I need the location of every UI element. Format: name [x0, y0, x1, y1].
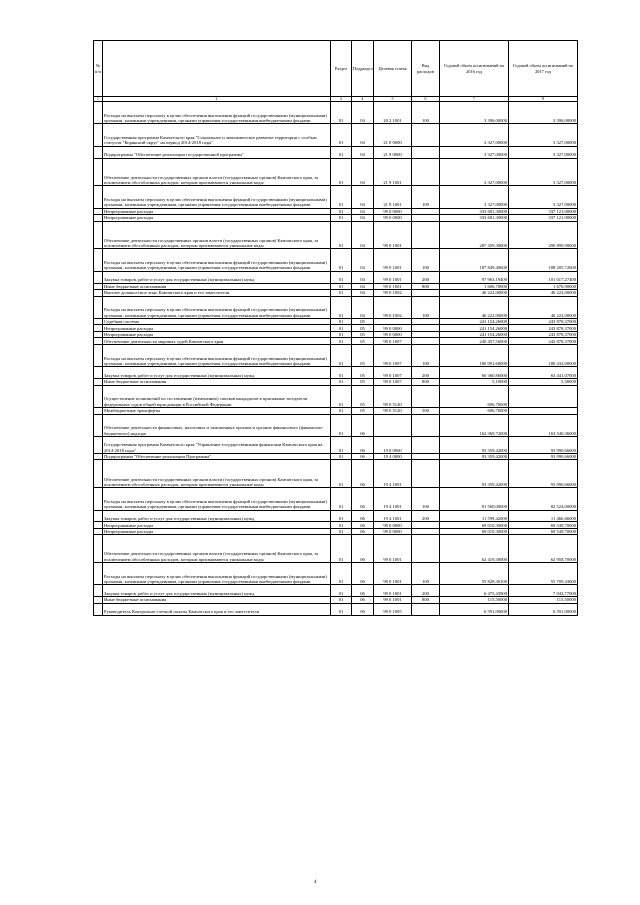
row-target-article: 99 0 1007	[374, 367, 412, 379]
row-amount-2016: 187 849,40600	[440, 249, 509, 271]
row-name: Обеспечение деятельности государственных органов власти (государственных органов) Камчатского края, за исключением обособленных расходов, которым присваиваются уникальные коды	[103, 460, 331, 488]
row-amount-2016: 287 459,30000	[440, 221, 509, 249]
row-amount-2016: 241 154,26000	[440, 325, 509, 332]
row-section: 01	[331, 460, 352, 488]
row-name: Расходы на выплаты персоналу в целях обеспечения выполнения функций государственными (муниципальными) органами, казенными учреждениями, органами управления государственными внебюджетными фондами	[103, 186, 331, 208]
table-header-row	[94, 41, 578, 97]
row-section: 01	[331, 186, 352, 208]
row-number	[94, 510, 103, 522]
row-amount-2017: 290 899,90000	[509, 221, 578, 249]
row-subsection: 04	[352, 124, 374, 146]
row-subsection: 04	[352, 296, 374, 318]
row-amount-2017: 337 121,90000	[509, 215, 578, 222]
row-target-article: 99 0 1001	[374, 283, 412, 290]
row-amount-2017: 69 549,70000	[509, 528, 578, 535]
table-row	[94, 367, 578, 379]
row-expense-type: 100	[412, 102, 440, 124]
row-name: Государственная программа Камчатского края "Управление государственными финансами Камчатского края на 2014-2018 годы"	[103, 436, 331, 453]
row-subsection: 05	[352, 367, 374, 379]
row-section: 01	[331, 528, 352, 535]
row-subsection: 06	[352, 460, 374, 488]
row-expense-type: 100	[412, 344, 440, 366]
row-amount-2017: 243 878,37000	[509, 318, 578, 325]
row-number	[94, 344, 103, 366]
row-amount-2016: 93 359,42000	[440, 453, 509, 460]
row-section: 01	[331, 325, 352, 332]
row-amount-2017: 7 043,77000	[509, 585, 578, 597]
row-amount-2017: 337 121,90000	[509, 208, 578, 215]
table-row	[94, 249, 578, 271]
row-subsection: 05	[352, 318, 374, 325]
row-target-article: 20 2 1001	[374, 102, 412, 124]
row-section: 01	[331, 331, 352, 338]
row-subsection: 05	[352, 325, 374, 332]
row-amount-2017: 101 017,27400	[509, 271, 578, 283]
col-number: 3	[331, 97, 352, 102]
row-expense-type: 200	[412, 510, 440, 522]
row-target-article: 99 0 1007	[374, 338, 412, 345]
row-expense-type	[412, 124, 440, 146]
row-subsection: 05	[352, 408, 374, 415]
row-subsection: 04	[352, 249, 374, 271]
row-number	[94, 367, 103, 379]
row-amount-2016: 97 963,19400	[440, 271, 509, 283]
row-subsection: 04	[352, 146, 374, 158]
table-row	[94, 102, 578, 124]
row-expense-type	[412, 535, 440, 563]
table-row	[94, 603, 578, 615]
row-amount-2016: 60 360,86000	[440, 367, 509, 379]
row-target-article: 99 0 1001	[374, 597, 412, 604]
row-target-article: 99 0 0000	[374, 522, 412, 529]
row-number	[94, 102, 103, 124]
row-amount-2017: 6 591,00000	[509, 603, 578, 615]
row-name: Непрограммные расходы	[103, 331, 331, 338]
row-expense-type	[412, 414, 440, 436]
row-amount-2016: 115,50000	[440, 597, 509, 604]
row-amount-2017: 5,30000	[509, 379, 578, 386]
row-section: 01	[331, 271, 352, 283]
row-number	[94, 221, 103, 249]
table-row	[94, 296, 578, 318]
row-number	[94, 186, 103, 208]
row-amount-2016: 240 457,56000	[440, 338, 509, 345]
row-target-article: 99 0 0000	[374, 331, 412, 338]
row-name: Расходы на выплаты персоналу в целях обеспечения выполнения функций государственными (муниципальными) органами, казенными учреждениями, органами управления государственными внебюджетными фондами	[103, 296, 331, 318]
row-name: Иные бюджетные ассигнования	[103, 283, 331, 290]
row-subsection: 04	[352, 283, 374, 290]
row-amount-2016: 46 222,00000	[440, 296, 509, 318]
row-number	[94, 385, 103, 407]
row-subsection: 04	[352, 215, 374, 222]
row-section: 01	[331, 510, 352, 522]
row-amount-2017: 55 709,43000	[509, 563, 578, 585]
row-expense-type	[412, 603, 440, 615]
row-target-article: 99 0 0000	[374, 215, 412, 222]
row-amount-2017: 188 205,72600	[509, 249, 578, 271]
table-row	[94, 585, 578, 597]
row-amount-2016: 3 396,00000	[440, 102, 509, 124]
row-section: 01	[331, 563, 352, 585]
row-name: Межбюджетные трансферты	[103, 408, 331, 415]
row-subsection: 05	[352, 379, 374, 386]
row-name: Обеспечение деятельности государственных органов власти (государственных органов) Камчатского края, за исключением обособленных расходов, которым присваиваются уникальные коды	[103, 535, 331, 563]
row-target-article: 21 0 0000	[374, 124, 412, 146]
row-name: Подпрограмма "Обеспечение реализации Программы"	[103, 453, 331, 460]
row-target-article: 19 4 1001	[374, 460, 412, 488]
row-name: Закупка товаров, работ и услуг для государственных (муниципальных) нужд	[103, 271, 331, 283]
row-amount-2017: 3 327,00000	[509, 158, 578, 186]
row-name: Осуществление полномочий по составлению (изменению) списков кандидатов в присяжные заседатели федеральных судов общей юрисдикции в Российской Федерации	[103, 385, 331, 407]
row-expense-type	[412, 221, 440, 249]
row-target-article: 99 0 0000	[374, 208, 412, 215]
row-number	[94, 488, 103, 510]
row-subsection: 05	[352, 331, 374, 338]
table-row	[94, 186, 578, 208]
row-name: Непрограммные расходы	[103, 325, 331, 332]
row-amount-2016: 3 327,00000	[440, 158, 509, 186]
row-name: Закупка товаров, работ и услуг для государственных (муниципальных) нужд	[103, 367, 331, 379]
row-section: 01	[331, 290, 352, 297]
table-row	[94, 124, 578, 146]
row-expense-type: 100	[412, 563, 440, 585]
row-amount-2017: 243 878,37000	[509, 325, 578, 332]
row-name: Расходы на выплаты персоналу в целях обеспечения выполнения функций государственными (муниципальными) органами, казенными учреждениями, органами управления государственными внебюджетными фондами	[103, 563, 331, 585]
row-amount-2016: 333 681,30000	[440, 208, 509, 215]
row-name: Обеспечение деятельности финансовых, налоговых и таможенных органов и органов финансового (финансово-бюджетного) надзора	[103, 414, 331, 436]
table-row	[94, 158, 578, 186]
row-amount-2016: 11 599,42000	[440, 510, 509, 522]
row-subsection: 04	[352, 102, 374, 124]
row-amount-2016: 62 419,30000	[440, 535, 509, 563]
row-name: Руководитель Контрольно-счетной палаты Камчатского края и его заместители	[103, 603, 331, 615]
row-amount-2017: 1 676,90000	[509, 283, 578, 290]
row-expense-type	[412, 158, 440, 186]
row-name: Непрограммные расходы	[103, 522, 331, 529]
row-section: 01	[331, 367, 352, 379]
budget-table	[93, 40, 578, 616]
row-section: 01	[331, 124, 352, 146]
row-subsection: 06	[352, 522, 374, 529]
col-number: 5	[374, 97, 412, 102]
row-section: 01	[331, 249, 352, 271]
table-body	[94, 102, 578, 616]
row-amount-2017: 3 327,00000	[509, 124, 578, 146]
row-target-article: 99 0 1007	[374, 344, 412, 366]
row-target-article: 99 0 1002	[374, 296, 412, 318]
row-amount-2017: 93 990,66000	[509, 460, 578, 488]
row-amount-2016: 6 591,00000	[440, 603, 509, 615]
row-subsection: 04	[352, 271, 374, 283]
row-number	[94, 158, 103, 186]
row-name: Расходы на выплаты персоналу в целях обеспечения выполнения функций государственными (муниципальными) органами, казенными учреждениями, органами управления государственными внебюджетными фондами	[103, 102, 331, 124]
row-number	[94, 535, 103, 563]
row-target-article: 99 0 0000	[374, 325, 412, 332]
row-subsection: 05	[352, 385, 374, 407]
page-number: 4	[314, 880, 317, 885]
row-name: Закупка товаров, работ и услуг для государственных (муниципальных) нужд	[103, 510, 331, 522]
row-section: 01	[331, 146, 352, 158]
row-amount-2016: 3 327,00000	[440, 124, 509, 146]
row-section: 01	[331, 522, 352, 529]
header-name	[103, 41, 331, 97]
row-amount-2017: 3 327,00000	[509, 146, 578, 158]
row-section: 01	[331, 385, 352, 407]
col-number: 2	[103, 97, 331, 102]
row-subsection: 06	[352, 528, 374, 535]
row-number	[94, 460, 103, 488]
row-amount-2016: 241 154,26000	[440, 331, 509, 338]
row-expense-type: 100	[412, 186, 440, 208]
row-amount-2017: 180 432,00000	[509, 344, 578, 366]
row-target-article: 19 4 1001	[374, 488, 412, 510]
row-name: Обеспечение деятельности мировых судей Камчатского края	[103, 338, 331, 345]
row-amount-2017: 163 540,36000	[509, 414, 578, 436]
row-section: 01	[331, 221, 352, 249]
row-target-article: 19 0 0000	[374, 436, 412, 453]
row-target-article: 99 0 1001	[374, 535, 412, 563]
row-target-article: 21 9 1001	[374, 186, 412, 208]
table-row	[94, 510, 578, 522]
row-amount-2016: 162 369,72000	[440, 414, 509, 436]
row-target-article: 99 0 5120	[374, 408, 412, 415]
row-name: Высшее должностное лицо Камчатского края и его заместители	[103, 290, 331, 297]
row-amount-2016: 81 560,00000	[440, 488, 509, 510]
row-section: 01	[331, 408, 352, 415]
row-amount-2016: 180 091,60000	[440, 344, 509, 366]
row-amount-2017: 243 878,37000	[509, 331, 578, 338]
row-section: 01	[331, 158, 352, 186]
row-name: Расходы на выплаты персоналу в целях обеспечения выполнения функций государственными (муниципальными) органами, казенными учреждениями, органами управления государственными внебюджетными фондами	[103, 344, 331, 366]
row-expense-type: 100	[412, 249, 440, 271]
row-subsection: 06	[352, 597, 374, 604]
row-target-article: 99 0 1001	[374, 221, 412, 249]
row-amount-2016: 241 154,26000	[440, 318, 509, 325]
row-number	[94, 124, 103, 146]
row-section: 01	[331, 535, 352, 563]
header-target-article: Целевая статья	[374, 41, 412, 97]
row-subsection: 06	[352, 563, 374, 585]
row-name: Непрограммные расходы	[103, 528, 331, 535]
row-amount-2016: 696,70000	[440, 408, 509, 415]
table-row	[94, 271, 578, 283]
row-section: 01	[331, 436, 352, 453]
row-number	[94, 296, 103, 318]
row-name: Расходы на выплаты персоналу в целях обеспечения выполнения функций государственными (муниципальными) органами, казенными учреждениями, органами управления государственными внебюджетными фондами	[103, 488, 331, 510]
row-subsection: 06	[352, 510, 374, 522]
row-section: 01	[331, 296, 352, 318]
row-name: Расходы на выплаты персоналу в целях обеспечения выполнения функций государственными (муниципальными) органами, казенными учреждениями, органами управления государственными внебюджетными фондами	[103, 249, 331, 271]
row-amount-2017	[509, 385, 578, 407]
row-target-article: 21 9 0000	[374, 146, 412, 158]
col-number: 8	[509, 97, 578, 102]
table-row	[94, 563, 578, 585]
table-row	[94, 436, 578, 453]
row-expense-type: 200	[412, 367, 440, 379]
header-2016: Годовой объем ассигнований на 2016 год	[440, 41, 509, 97]
row-section: 01	[331, 338, 352, 345]
row-expense-type: 800	[412, 379, 440, 386]
table-row	[94, 344, 578, 366]
row-subsection: 06	[352, 436, 374, 453]
row-target-article: 99 0 1001	[374, 271, 412, 283]
row-number	[94, 414, 103, 436]
row-name: Закупка товаров, работ и услуг для государственных (муниципальных) нужд	[103, 585, 331, 597]
row-section: 01	[331, 597, 352, 604]
row-section: 01	[331, 603, 352, 615]
row-amount-2017: 46 222,00000	[509, 290, 578, 297]
row-amount-2017: 115,50000	[509, 597, 578, 604]
row-name: Непрограммные расходы	[103, 208, 331, 215]
row-expense-type: 500	[412, 408, 440, 415]
header-2017: Годовой объем ассигнований на 2017 год	[509, 41, 578, 97]
row-name: Обеспечение деятельности государственных органов власти (государственных органов) Камчатского края, за исключением обособленных расходов, которым присваиваются уникальные коды	[103, 221, 331, 249]
row-target-article: 99 0 0000	[374, 528, 412, 535]
row-target-article: 21 9 1001	[374, 158, 412, 186]
row-expense-type: 100	[412, 488, 440, 510]
row-subsection: 06	[352, 414, 374, 436]
row-target-article: 99 0 5120	[374, 385, 412, 407]
row-expense-type: 200	[412, 585, 440, 597]
col-number: 4	[352, 97, 374, 102]
row-amount-2017: 82 524,00000	[509, 488, 578, 510]
col-number: 7	[440, 97, 509, 102]
table-row	[94, 535, 578, 563]
row-target-article: 99 0 1005	[374, 603, 412, 615]
row-number	[94, 271, 103, 283]
row-number	[94, 603, 103, 615]
row-amount-2017: 93 990,66000	[509, 436, 578, 453]
row-amount-2016: 6 475,43900	[440, 585, 509, 597]
row-amount-2017: 3 396,00000	[509, 102, 578, 124]
row-amount-2016: 696,70000	[440, 385, 509, 407]
row-number	[94, 563, 103, 585]
row-subsection: 04	[352, 290, 374, 297]
row-section: 01	[331, 208, 352, 215]
row-target-article: 99 0 1001	[374, 585, 412, 597]
row-amount-2016: 5,10000	[440, 379, 509, 386]
row-expense-type	[412, 146, 440, 158]
row-amount-2017: 69 549,70000	[509, 522, 578, 529]
row-amount-2017: 63 441,07000	[509, 367, 578, 379]
row-name: Непрограммные расходы	[103, 215, 331, 222]
row-subsection: 06	[352, 603, 374, 615]
row-expense-type: 800	[412, 283, 440, 290]
table-row	[94, 414, 578, 436]
row-section: 01	[331, 414, 352, 436]
row-subsection: 04	[352, 208, 374, 215]
row-expense-type	[412, 460, 440, 488]
row-subsection: 06	[352, 585, 374, 597]
row-amount-2016: 46 222,00000	[440, 290, 509, 297]
row-number	[94, 585, 103, 597]
row-section: 01	[331, 379, 352, 386]
row-section: 01	[331, 102, 352, 124]
table-row	[94, 221, 578, 249]
row-subsection: 05	[352, 338, 374, 345]
row-amount-2017: 11 466,66000	[509, 510, 578, 522]
row-section: 01	[331, 344, 352, 366]
row-name: Иные бюджетные ассигнования	[103, 379, 331, 386]
col-number: 1	[94, 97, 103, 102]
header-section: Раздел	[331, 41, 352, 97]
row-section: 01	[331, 453, 352, 460]
row-subsection: 04	[352, 158, 374, 186]
row-expense-type: 800	[412, 597, 440, 604]
row-amount-2017: 93 990,66000	[509, 453, 578, 460]
row-amount-2016: 333 681,30000	[440, 215, 509, 222]
header-num: № п/п	[94, 41, 103, 97]
row-amount-2016: 55 828,36100	[440, 563, 509, 585]
row-expense-type	[412, 385, 440, 407]
row-subsection: 05	[352, 344, 374, 366]
row-expense-type	[412, 436, 440, 453]
row-amount-2016: 3 327,00000	[440, 186, 509, 208]
header-expense-type: Вид расходов	[412, 41, 440, 97]
row-amount-2017: 3 327,00000	[509, 186, 578, 208]
row-amount-2016: 1 606,70000	[440, 283, 509, 290]
row-expense-type: 200	[412, 271, 440, 283]
row-name: Государственная программа Камчатского края "Социальное и экономическое развитие территории с особым статусом "Корякский округ" на период 2014-2018 годы"	[103, 124, 331, 146]
row-target-article	[374, 414, 412, 436]
row-amount-2017: 243 878,37000	[509, 338, 578, 345]
row-section: 01	[331, 488, 352, 510]
row-target-article: 19 4 0000	[374, 453, 412, 460]
row-number	[94, 436, 103, 453]
table-row	[94, 460, 578, 488]
row-section: 01	[331, 283, 352, 290]
row-number	[94, 249, 103, 271]
row-subsection: 06	[352, 535, 374, 563]
row-amount-2016: 69 010,30000	[440, 528, 509, 535]
row-name: Иные бюджетные ассигнования	[103, 597, 331, 604]
row-subsection: 06	[352, 453, 374, 460]
row-amount-2016: 93 359,42000	[440, 436, 509, 453]
row-target-article: 99 0 1001	[374, 563, 412, 585]
table-row	[94, 146, 578, 158]
row-amount-2016: 3 327,00000	[440, 146, 509, 158]
row-subsection: 04	[352, 221, 374, 249]
row-expense-type: 100	[412, 296, 440, 318]
row-amount-2017: 62 958,70000	[509, 535, 578, 563]
row-name: Подпрограмма "Обеспечение реализации государственной программы"	[103, 146, 331, 158]
row-target-article: 99 0 1007	[374, 379, 412, 386]
row-subsection: 04	[352, 186, 374, 208]
row-amount-2016: 93 359,42000	[440, 460, 509, 488]
table-row	[94, 385, 578, 407]
row-name: Судебная система	[103, 318, 331, 325]
row-amount-2016: 69 010,30000	[440, 522, 509, 529]
row-subsection: 06	[352, 488, 374, 510]
row-section: 01	[331, 318, 352, 325]
row-target-article: 99 0 1002	[374, 290, 412, 297]
row-section: 01	[331, 215, 352, 222]
row-amount-2017: 46 222,00000	[509, 296, 578, 318]
table-row	[94, 488, 578, 510]
row-section: 01	[331, 585, 352, 597]
col-number: 6	[412, 97, 440, 102]
row-number	[94, 146, 103, 158]
row-target-article: 99 0 1001	[374, 249, 412, 271]
row-target-article: 19 4 1001	[374, 510, 412, 522]
header-subsection: Подраздел	[352, 41, 374, 97]
row-name: Обеспечение деятельности государственных органов власти (государственных органов) Камчатского края, за исключением обособленных расходов, которым присваиваются уникальные коды	[103, 158, 331, 186]
